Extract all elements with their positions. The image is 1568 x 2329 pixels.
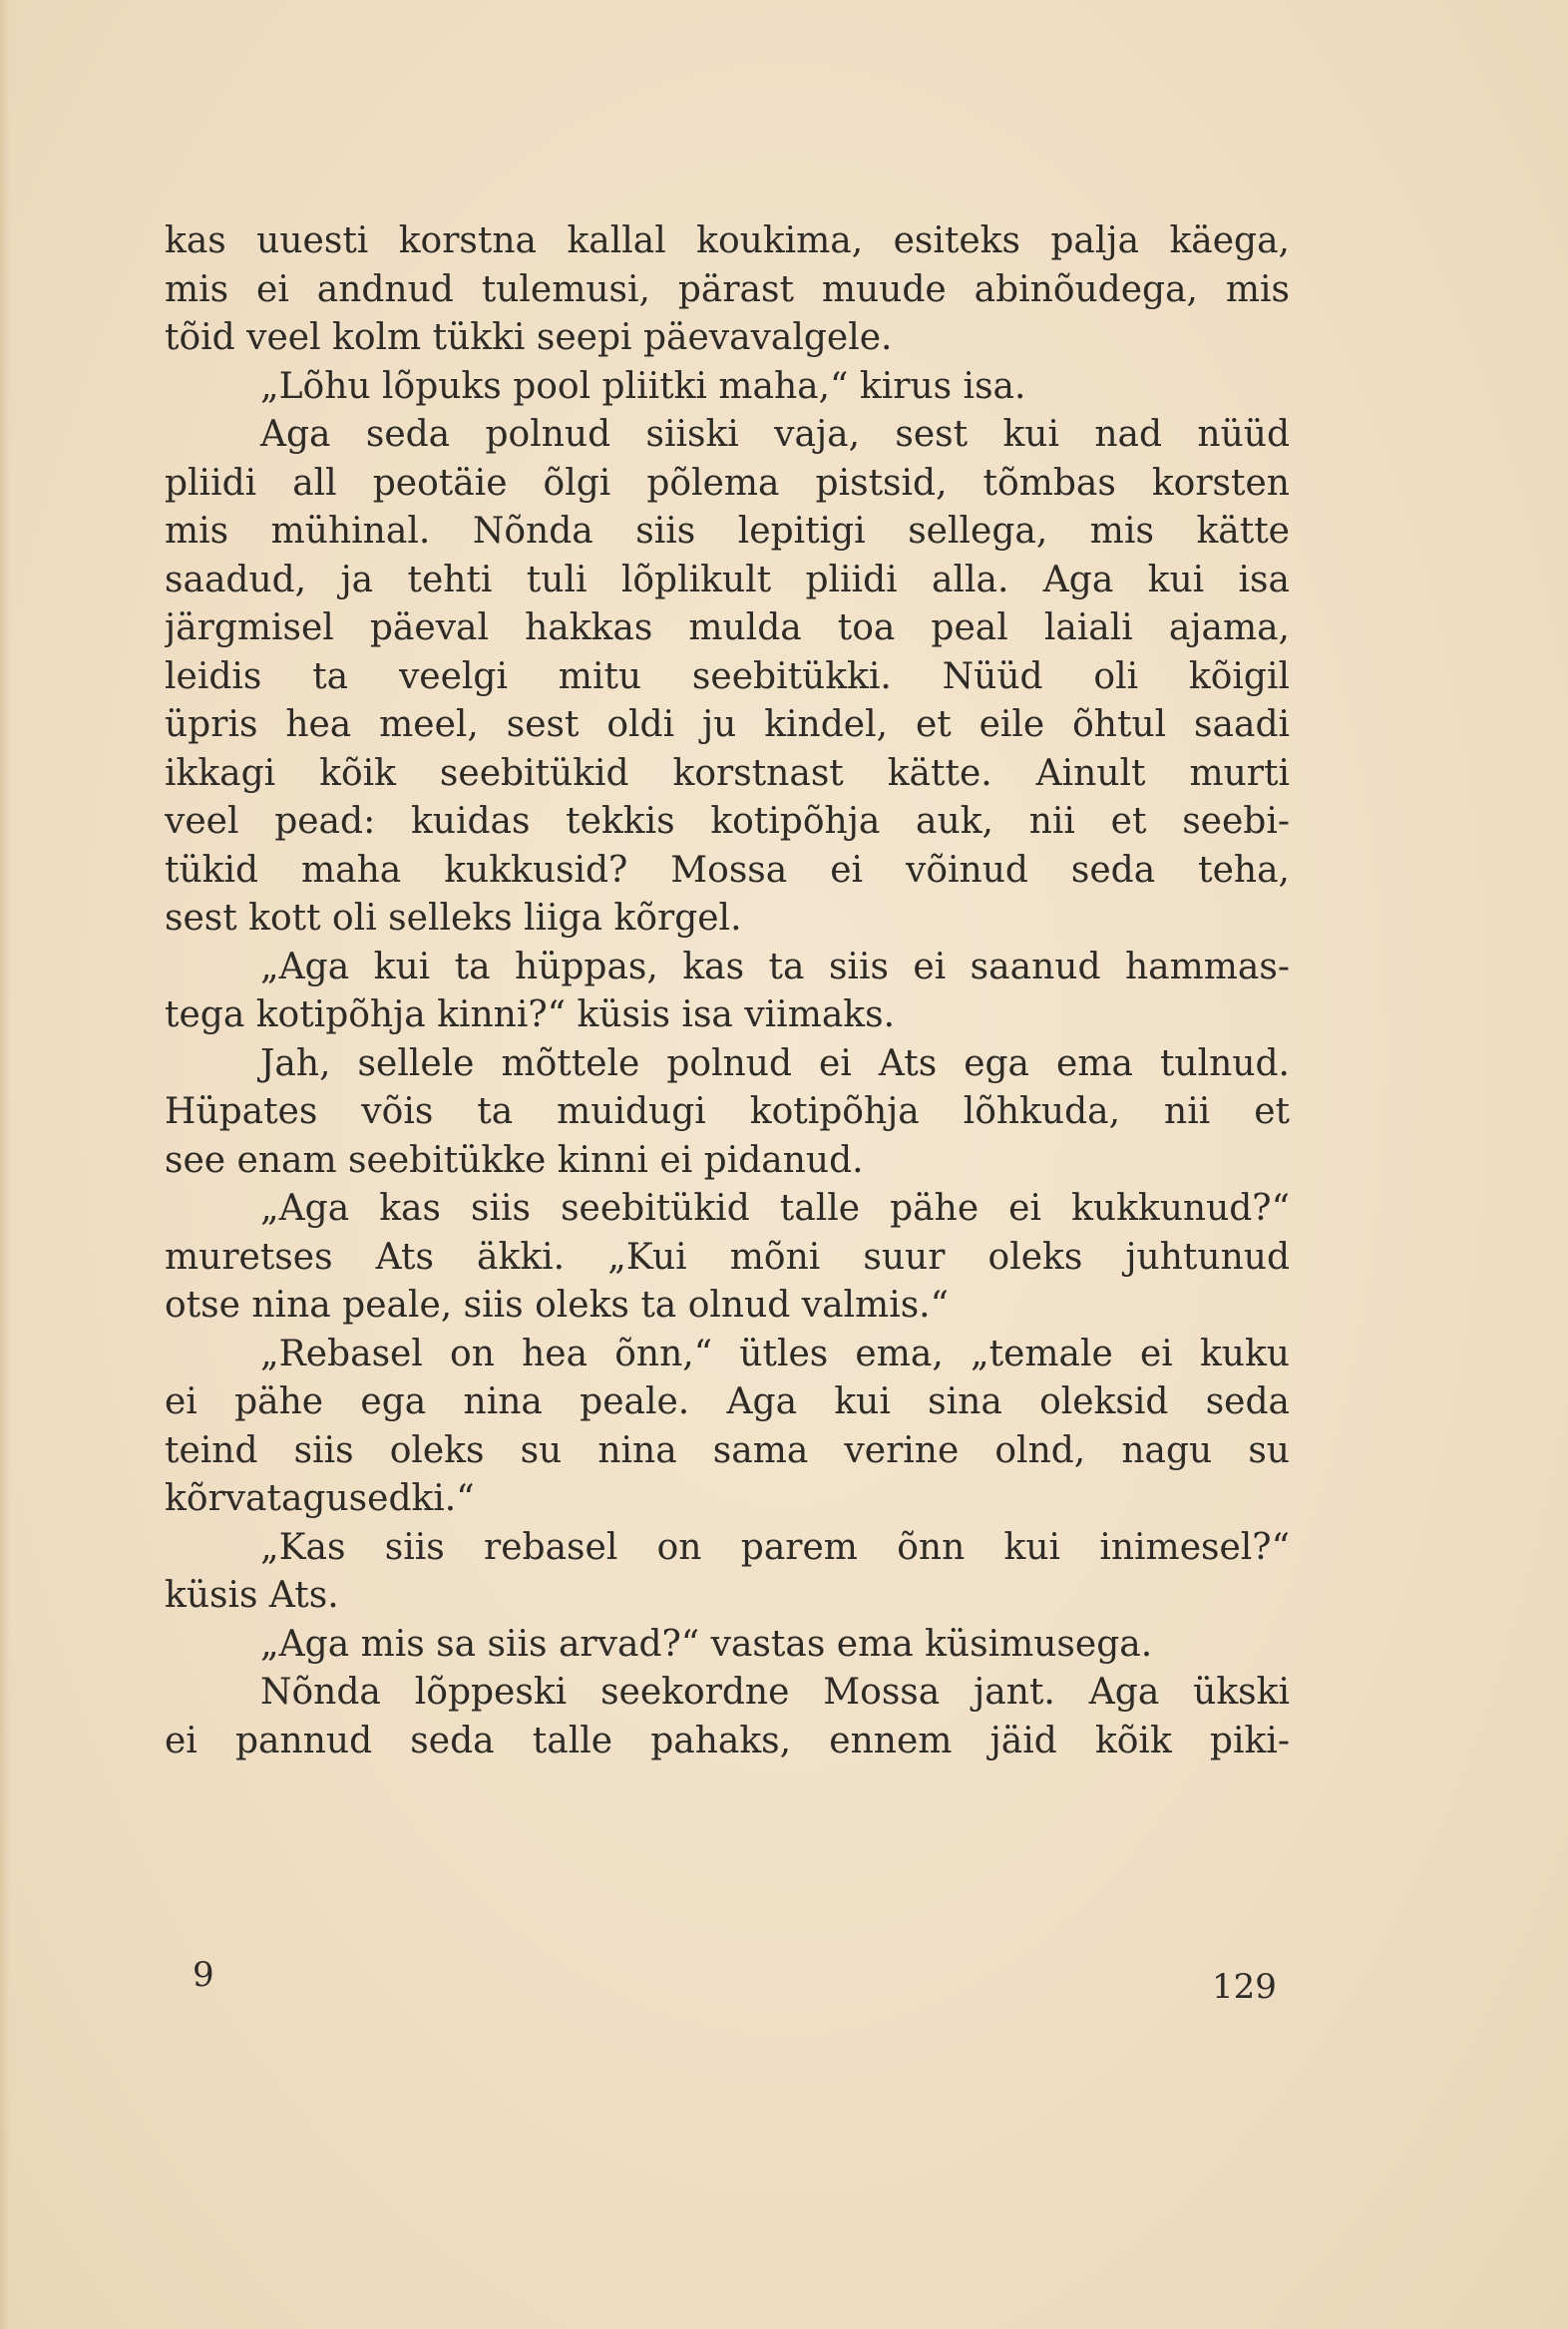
text-line-10: leidis ta veelgi mitu seebitükki. Nüüd oli kõigil: [165, 655, 1290, 697]
text-line-18: Jah, sellele mõttele polnud ei Ats ega ema tulnud.: [260, 1042, 1290, 1084]
text-line-4: „Lõhu lõpuks pool pliitki maha,“ kirus isa.: [260, 365, 1026, 407]
signature-mark: 9: [193, 1955, 214, 1995]
text-line-6: pliidi all peotäie õlgi põlema pistsid, tõmbas korsten: [165, 462, 1290, 504]
text-line-1: kas uuesti korstna kallal koukima, esiteks palja käega,: [165, 220, 1290, 261]
page-edge-shadow: [0, 0, 10, 2329]
text-line-31: Nõnda lõppeski seekordne Mossa jant. Aga ükski: [260, 1672, 1290, 1713]
text-line-3: tõid veel kolm tükki seepi päevavalgele.: [165, 317, 893, 358]
text-line-29: küsis Ats.: [165, 1575, 339, 1616]
text-line-32: ei pannud seda talle pahaks, ennem jäid kõik piki-: [165, 1720, 1290, 1761]
text-line-15: sest kott oli selleks liiga kõrgel.: [165, 898, 742, 939]
text-line-13: veel pead: kuidas tekkis kotipõhja auk, nii et seebi-: [165, 801, 1290, 842]
text-line-11: üpris hea meel, sest oldi ju kindel, et eile õhtul saadi: [165, 704, 1290, 745]
text-line-19: Hüpates võis ta muidugi kotipõhja lõhkuda, nii et: [165, 1091, 1290, 1132]
text-line-7: mis mühinal. Nõnda siis lepitigi sellega, mis kätte: [165, 511, 1290, 552]
text-line-8: saadud, ja tehti tuli lõplikult pliidi alla. Aga kui isa: [165, 559, 1290, 600]
page-number: 129: [1212, 1967, 1277, 2007]
text-line-21: „Aga kas siis seebitükid talle pähe ei kukkunud?“: [260, 1188, 1290, 1229]
text-line-5: Aga seda polnud siiski vaja, sest kui nad nüüd: [260, 414, 1290, 455]
text-line-16: „Aga kui ta hüppas, kas ta siis ei saanud hammas-: [260, 946, 1290, 987]
text-line-24: „Rebasel on hea õnn,“ ütles ema, „temale ei kuku: [260, 1333, 1290, 1374]
text-line-9: järgmisel päeval hakkas mulda toa peal laiali ajama,: [165, 607, 1290, 648]
body-text: [165, 217, 1290, 1765]
text-line-30: „Aga mis sa siis arvad?“ vastas ema küsimusega.: [260, 1623, 1153, 1665]
text-line-27: kõrvatagusedki.“: [165, 1478, 475, 1519]
text-line-28: „Kas siis rebasel on parem õnn kui inimesel?“: [260, 1526, 1290, 1568]
text-line-22: muretses Ats äkki. „Kui mõni suur oleks juhtunud: [165, 1236, 1290, 1278]
text-line-2: mis ei andnud tulemusi, pärast muude abinõudega, mis: [165, 268, 1290, 310]
text-line-12: ikkagi kõik seebitükid korstnast kätte. Ainult murti: [165, 752, 1290, 794]
text-line-23: otse nina peale, siis oleks ta olnud valmis.“: [165, 1285, 950, 1326]
text-line-20: see enam seebitükke kinni ei pidanud.: [165, 1139, 864, 1181]
text-line-14: tükid maha kukkusid? Mossa ei võinud seda teha,: [165, 849, 1290, 891]
text-line-25: ei pähe ega nina peale. Aga kui sina oleksid seda: [165, 1381, 1290, 1422]
text-line-26: teind siis oleks su nina sama verine olnd, nagu su: [165, 1429, 1290, 1471]
text-line-17: tega kotipõhja kinni?“ küsis isa viimaks.: [165, 994, 896, 1035]
